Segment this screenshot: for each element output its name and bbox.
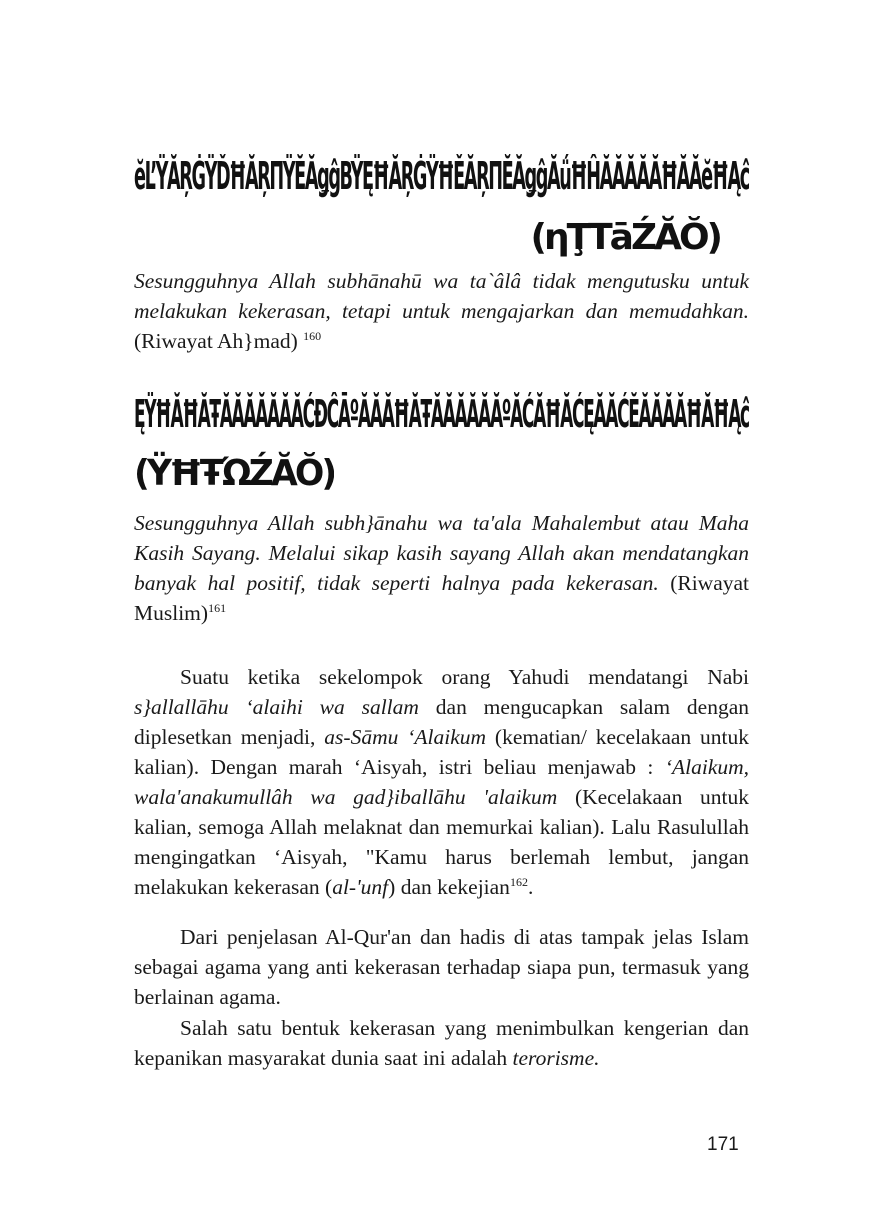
- p5-text: Salah satu bentuk kekerasan yang menimbulkan kengerian dan kepanikan masyarakat dunia saat ini adalah: [134, 1016, 749, 1070]
- paragraph-yahudi-story: [134, 662, 749, 902]
- hadith-1-arabic-line-2: (ηŢΤāŹĂŎ): [530, 217, 720, 258]
- footnote-ref-161[interactable]: 161: [208, 600, 227, 615]
- p3-al-unf: al-'unf: [332, 875, 389, 899]
- hadith-1-translation-text: Sesungguhnya Allah subhānahū wa ta`âlâ tidak mengutusku untuk melakukan kekerasan, tetapi untuk mengajarkan dan memudahkan.: [134, 269, 749, 323]
- footnote-ref-160[interactable]: 160: [303, 328, 322, 343]
- p4-text: Dari penjelasan Al-Qur'an dan hadis di atas tampak jelas Islam sebagai agama yang anti kekerasan terhadap siapa pun, termasuk yang berlainan agama.: [134, 925, 749, 1009]
- hadith-1-arabic-line-1: ĕĽ’ŸĂŖĠŸĎĦĂŖΠŸĔĂǥĝBŸĘĦĂŖĠŸĦĚĂŖΠĔĂǥĝĂǘĦĤĂĂĂĂĂĦĂĂĕĦĄĉ: [134, 154, 749, 198]
- p5-end: .: [594, 1046, 600, 1070]
- p3-segment-5: (kematian/ kecelakaan untuk kalian). Dengan marah ‘Aisyah, istri beliau menjawab :: [134, 725, 750, 779]
- p5-term-terorisme: terorisme: [512, 1046, 595, 1070]
- page-number: 171: [707, 1134, 739, 1155]
- p3-segment-10: .: [527, 875, 534, 899]
- hadith-2-arabic-line-1: ĘŸĦĂĦĂŦĂĂĂĂĂĂĂĆĐĈĀºĂĂĂĦĂŦĂĂĂĂĂĂºĂĆĂĦĂĆĘĂĂĆĔĂĂĂĂĦĂĦĄĉ: [134, 392, 749, 436]
- hadith-2-translation: [134, 508, 749, 628]
- hadith-2-arabic-line-2: (ŸĦŦΏŹĂŎ): [134, 453, 334, 494]
- p3-as-samu: as-Sāmu ‘Alaikum: [324, 725, 487, 749]
- hadith-2-source: (Riwayat Muslim): [134, 571, 750, 625]
- hadith-1-translation: [134, 266, 749, 356]
- p3-salawat: s}allallāhu ‘alaihi wa sallam: [134, 695, 419, 719]
- p3-segment-3: dan mengucapkan salam dengan diplesetkan menjadi,: [134, 695, 750, 749]
- hadith-2-translation-text: Sesungguhnya Allah subh}ānahu wa ta'ala Mahalembut atau Maha Kasih Sayang. Melalui sikap kasih sayang Allah akan mendatangkan banyak hal positif, tidak seperti halnya pada kekerasan.: [134, 511, 749, 595]
- paragraph-terrorism: [134, 1013, 749, 1073]
- p3-segment-7: (Kecelakaan untuk kalian, semoga Allah melaknat dan memurkai kalian). Lalu Rasulullah mengingatkan ‘Aisyah, "Kamu harus berlemah lembut, jangan melakukan kekerasan (: [134, 785, 750, 899]
- paragraph-conclusion: [134, 922, 749, 1012]
- hadith-1-source: (Riwayat Ah}mad): [134, 329, 298, 353]
- footnote-ref-162[interactable]: 162: [509, 874, 528, 889]
- p3-segment-9: ) dan kekejian: [388, 875, 510, 899]
- p3-aisyah-reply: ‘Alaikum, wala'anakumullâh wa gad}iballāhu 'alaikum: [134, 755, 750, 809]
- p3-segment-1: Suatu ketika sekelompok orang Yahudi mendatangi Nabi: [180, 665, 749, 689]
